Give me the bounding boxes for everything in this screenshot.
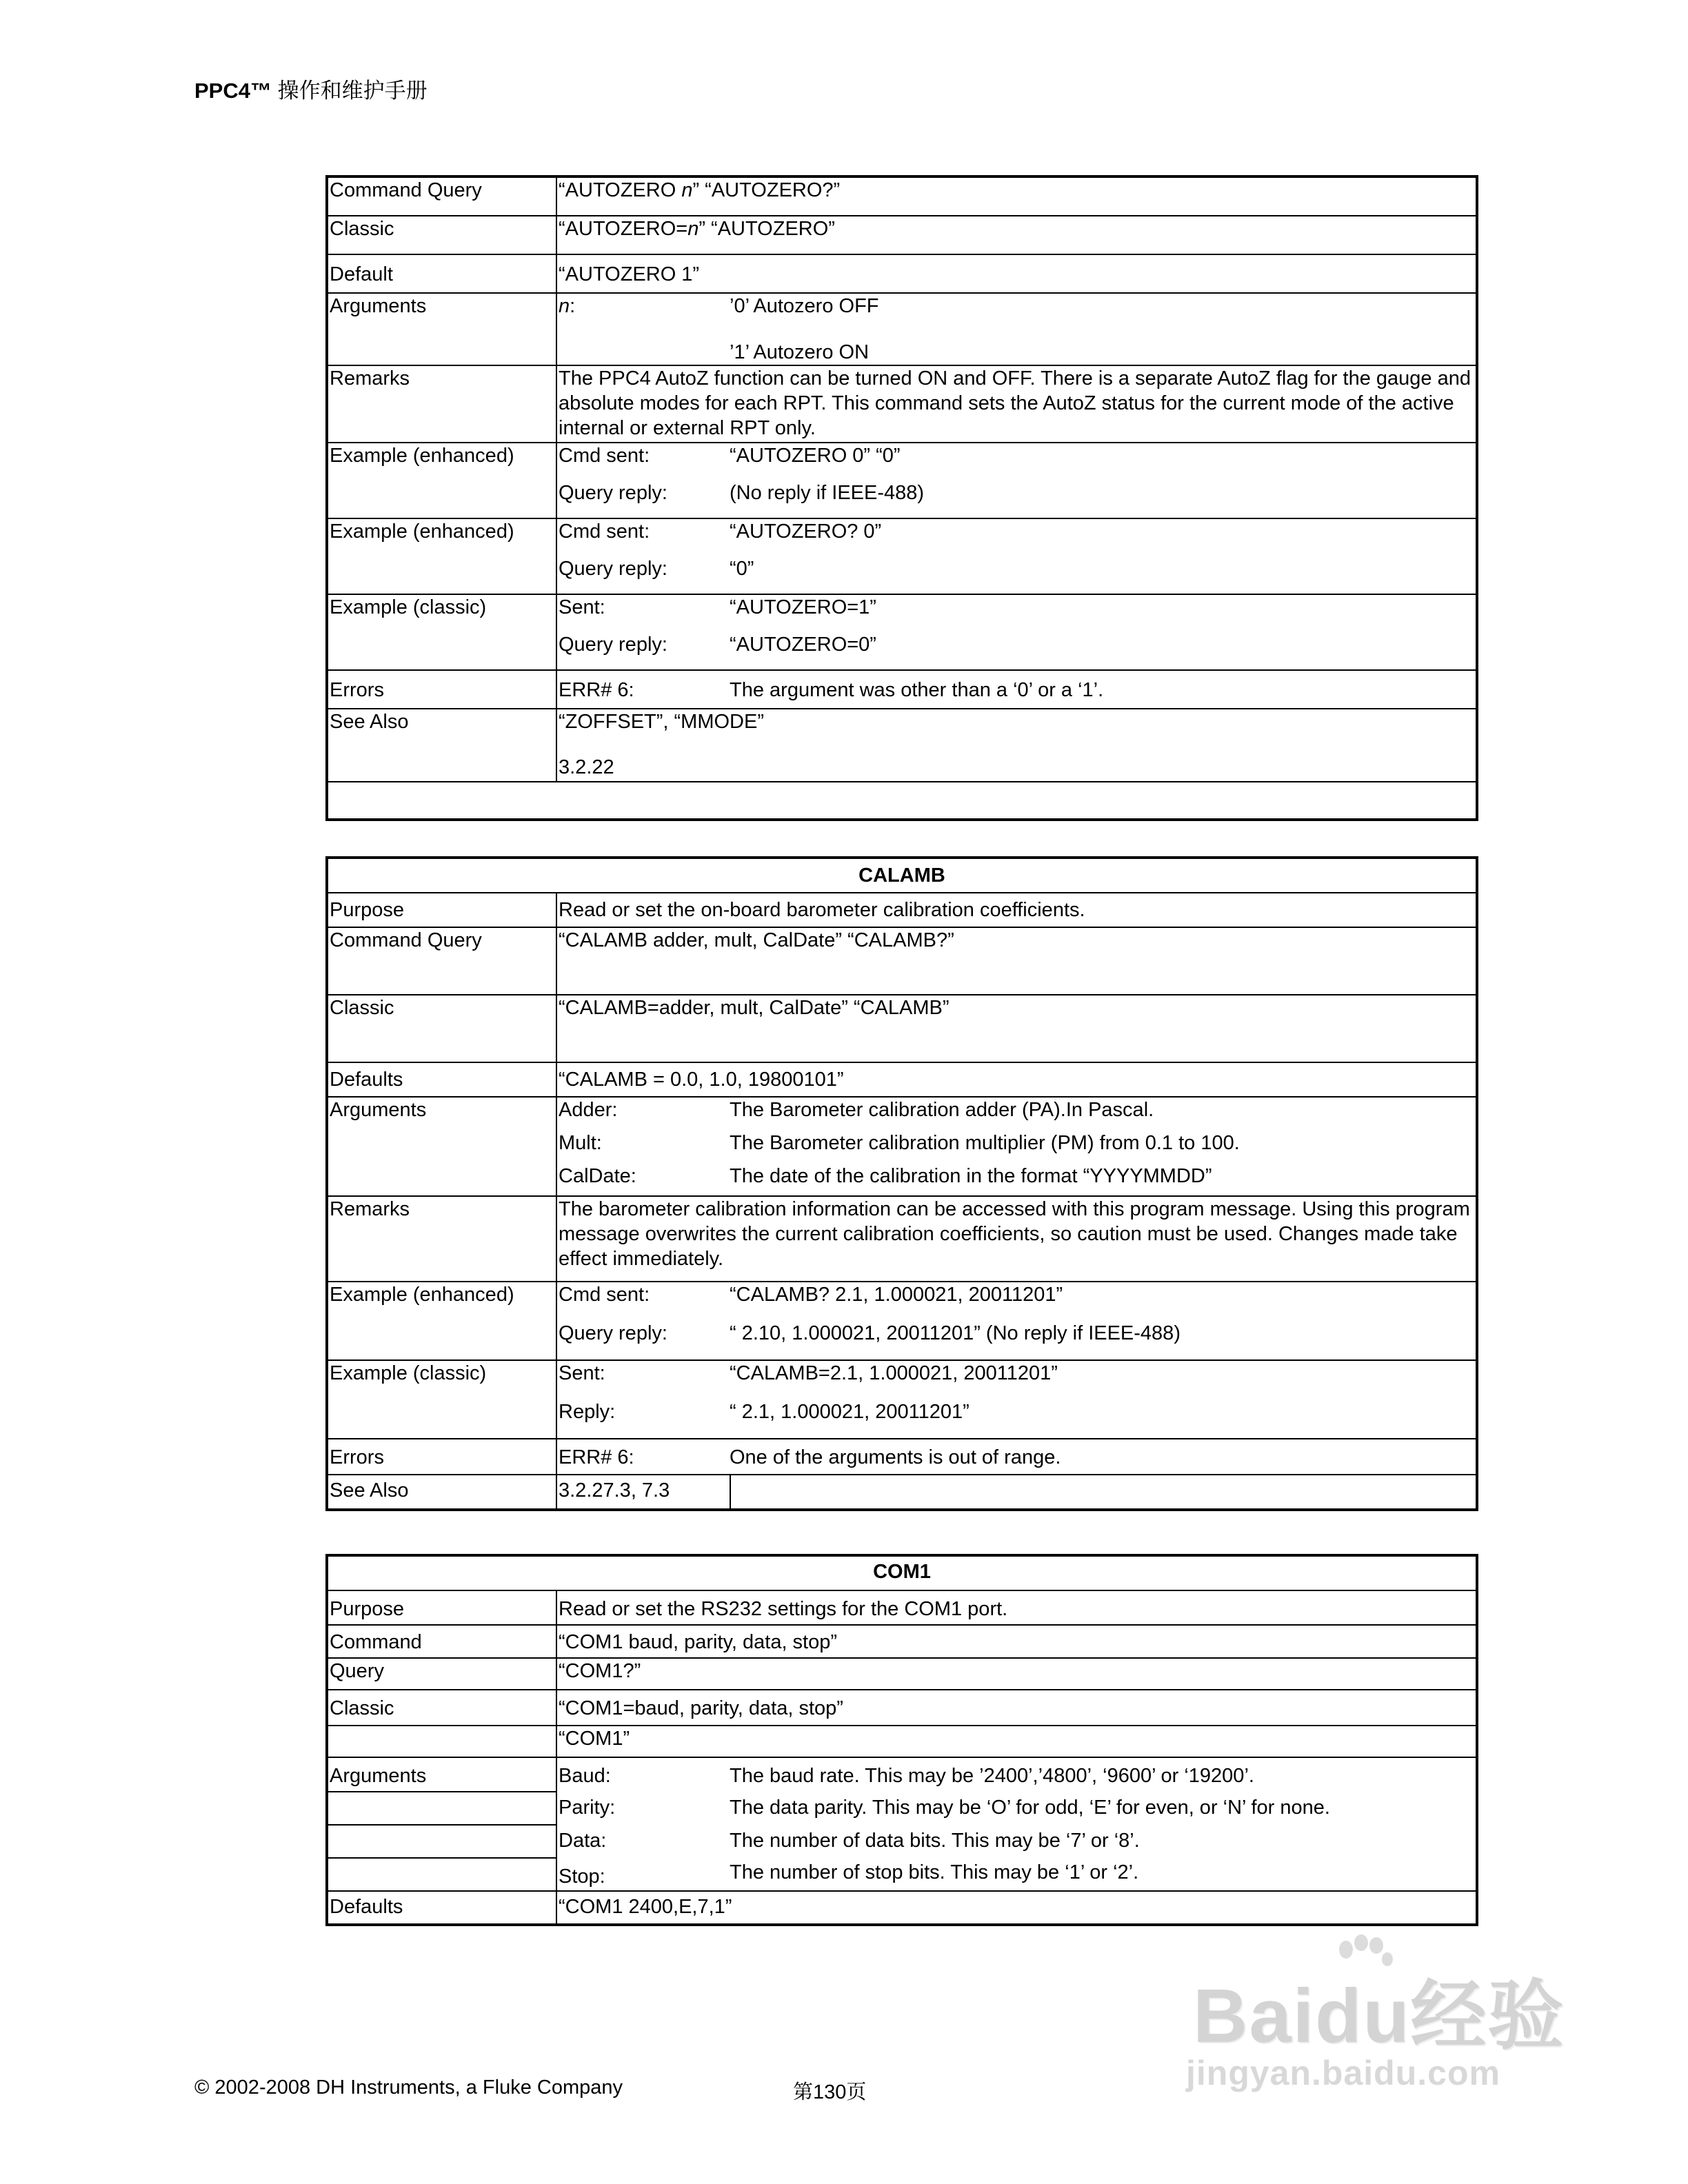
row-value: Sent: “CALAMB=2.1, 1.000021, 20011201” Reply: “ 2.1, 1.000021, 20011201” [556, 1360, 1476, 1439]
row-value: n: ’0’ Autozero OFF ’1’ Autozero ON [556, 293, 1476, 365]
row-label: Purpose [328, 1590, 556, 1625]
row-label: Example (enhanced) [328, 1282, 556, 1360]
row-value: The barometer calibration information can be accessed with this program message. Using this program message overwrites the current calibration coefficients, so caution must be used. Changes made take effect immediately. [556, 1196, 1476, 1282]
row-label: Errors [328, 1439, 556, 1475]
row-value: “CALAMB adder, mult, CalDate” “CALAMB?” [556, 927, 1476, 995]
row-label: Command Query [328, 177, 556, 216]
table-row [328, 670, 1476, 709]
row-label: Defaults [328, 1891, 556, 1924]
row-value: “AUTOZERO n” “AUTOZERO?” [556, 177, 1476, 216]
row-label: Command Query [328, 927, 556, 995]
row-value: Baud: The baud rate. This may be ’2400’,’4800’, ‘9600’ or ‘19200’. Parity: The data parity. This may be ‘O’ for odd, ‘E’ for even, or ‘N’ for none. Data: The number of data bits. This may be ‘7’ or ‘8’. Stop: The number of stop bits. This may be ‘1’ or ‘2’. [556, 1757, 1476, 1891]
table-row [328, 893, 1476, 927]
row-label: Example (classic) [328, 1360, 556, 1439]
row-value: Adder: The Barometer calibration adder (PA).In Pascal. Mult: The Barometer calibration multiplier (PM) from 0.1 to 100. CalDate: The date of the calibration in the format “YYYYMMDD” [556, 1097, 1476, 1196]
table-row [328, 443, 1476, 518]
watermark-url: jingyan.baidu.com [1186, 2054, 1500, 2092]
row-value: “COM1?” [556, 1658, 1476, 1690]
row-value: The PPC4 AutoZ function can be turned ON and OFF. There is a separate AutoZ flag for the gauge and absolute modes for each RPT. This command sets the AutoZ status for the current mode of the active internal or external RPT only. [556, 365, 1476, 443]
row-value: Cmd sent: “AUTOZERO? 0” Query reply: “0” [556, 518, 1476, 594]
footer-page-number: 第130页 [793, 2081, 867, 2103]
row-value: Cmd sent: “CALAMB? 2.1, 1.000021, 20011201” Query reply: “ 2.10, 1.000021, 20011201” (No reply if IEEE-488) [556, 1282, 1476, 1360]
row-label: See Also [328, 709, 556, 782]
table-row [328, 1625, 1476, 1658]
row-label: Remarks [328, 1196, 556, 1282]
row-value: “AUTOZERO=n” “AUTOZERO” [556, 216, 1476, 254]
baidu-watermark [1172, 1955, 1586, 2093]
table-row [328, 254, 1476, 293]
table-row [328, 1475, 1476, 1509]
row-label: Arguments [328, 1097, 556, 1196]
row-label: Command [328, 1625, 556, 1658]
table-row [328, 1062, 1476, 1097]
row-label: Query [328, 1658, 556, 1690]
row-value: “CALAMB = 0.0, 1.0, 19800101” [556, 1062, 1476, 1097]
table-caption: CALAMB [328, 858, 1476, 893]
row-value: Read or set the RS232 settings for the COM1 port. [556, 1590, 1476, 1625]
row-value: 3.2.27.3, 7.3 [556, 1475, 1476, 1509]
footer-copyright: © 2002-2008 DH Instruments, a Fluke Company [194, 2076, 623, 2099]
table-row [328, 1726, 1476, 1757]
table-row [328, 365, 1476, 443]
row-label: Default [328, 254, 556, 293]
table-row-empty [328, 782, 1476, 819]
table-row [328, 1658, 1476, 1690]
row-value: “COM1 baud, parity, data, stop” [556, 1625, 1476, 1658]
table-caption: COM1 [328, 1556, 1476, 1590]
table-row [328, 709, 1476, 782]
row-label: Arguments [328, 1757, 556, 1792]
row-label: Errors [328, 670, 556, 709]
title-text: PPC4™ [194, 79, 272, 103]
row-label: See Also [328, 1475, 556, 1509]
row-label: Remarks [328, 365, 556, 443]
row-value: “AUTOZERO 1” [556, 254, 1476, 293]
row-label: Example (classic) [328, 594, 556, 670]
row-value: “CALAMB=adder, mult, CalDate” “CALAMB” [556, 995, 1476, 1062]
table-row [328, 1196, 1476, 1282]
page-title [194, 73, 428, 104]
table-row [328, 293, 1476, 365]
row-value: “COM1” [556, 1726, 1476, 1757]
row-value: ERR# 6: One of the arguments is out of range. [556, 1439, 1476, 1475]
row-value: “COM1=baud, parity, data, stop” [556, 1690, 1476, 1726]
table-row [328, 1282, 1476, 1360]
autozero-table [327, 176, 1477, 820]
row-value: ERR# 6: The argument was other than a ‘0’ or a ‘1’. [556, 670, 1476, 709]
empty-cell [328, 782, 1476, 819]
row-value: “ZOFFSET”, “MMODE” 3.2.22 [556, 709, 1476, 782]
row-label: Example (enhanced) [328, 518, 556, 594]
table-caption-row [328, 1556, 1476, 1590]
row-label [328, 1726, 556, 1757]
table-row [328, 1360, 1476, 1439]
table-row [328, 216, 1476, 254]
row-value: Read or set the on-board barometer calibration coefficients. [556, 893, 1476, 927]
row-value: Sent: “AUTOZERO=1” Query reply: “AUTOZERO=0” [556, 594, 1476, 670]
table-row [328, 1757, 1476, 1792]
table-row [328, 1690, 1476, 1726]
row-label: Purpose [328, 893, 556, 927]
table-row [328, 1097, 1476, 1196]
row-label-empty [328, 1825, 556, 1858]
row-label: Example (enhanced) [328, 443, 556, 518]
row-label-empty [328, 1858, 556, 1891]
row-label: Arguments [328, 293, 556, 365]
calamb-table [327, 858, 1477, 1510]
table-row [328, 927, 1476, 995]
table-caption-row [328, 858, 1476, 893]
row-label: Defaults [328, 1062, 556, 1097]
row-label-empty [328, 1792, 556, 1825]
table-row [328, 1590, 1476, 1625]
table-row [328, 995, 1476, 1062]
table-row [328, 1439, 1476, 1475]
table-row [328, 594, 1476, 670]
table-row [328, 518, 1476, 594]
row-value: “COM1 2400,E,7,1” [556, 1891, 1476, 1924]
row-label: Classic [328, 1690, 556, 1726]
title-cjk: 操作和维护手册 [277, 79, 428, 103]
row-label: Classic [328, 995, 556, 1062]
row-label: Classic [328, 216, 556, 254]
row-value: Cmd sent: “AUTOZERO 0” “0” Query reply: (No reply if IEEE-488) [556, 443, 1476, 518]
table-row [328, 177, 1476, 216]
table-row [328, 1891, 1476, 1924]
com1-table [327, 1555, 1477, 1925]
watermark-main: Baidu经验 [1193, 1974, 1565, 2059]
